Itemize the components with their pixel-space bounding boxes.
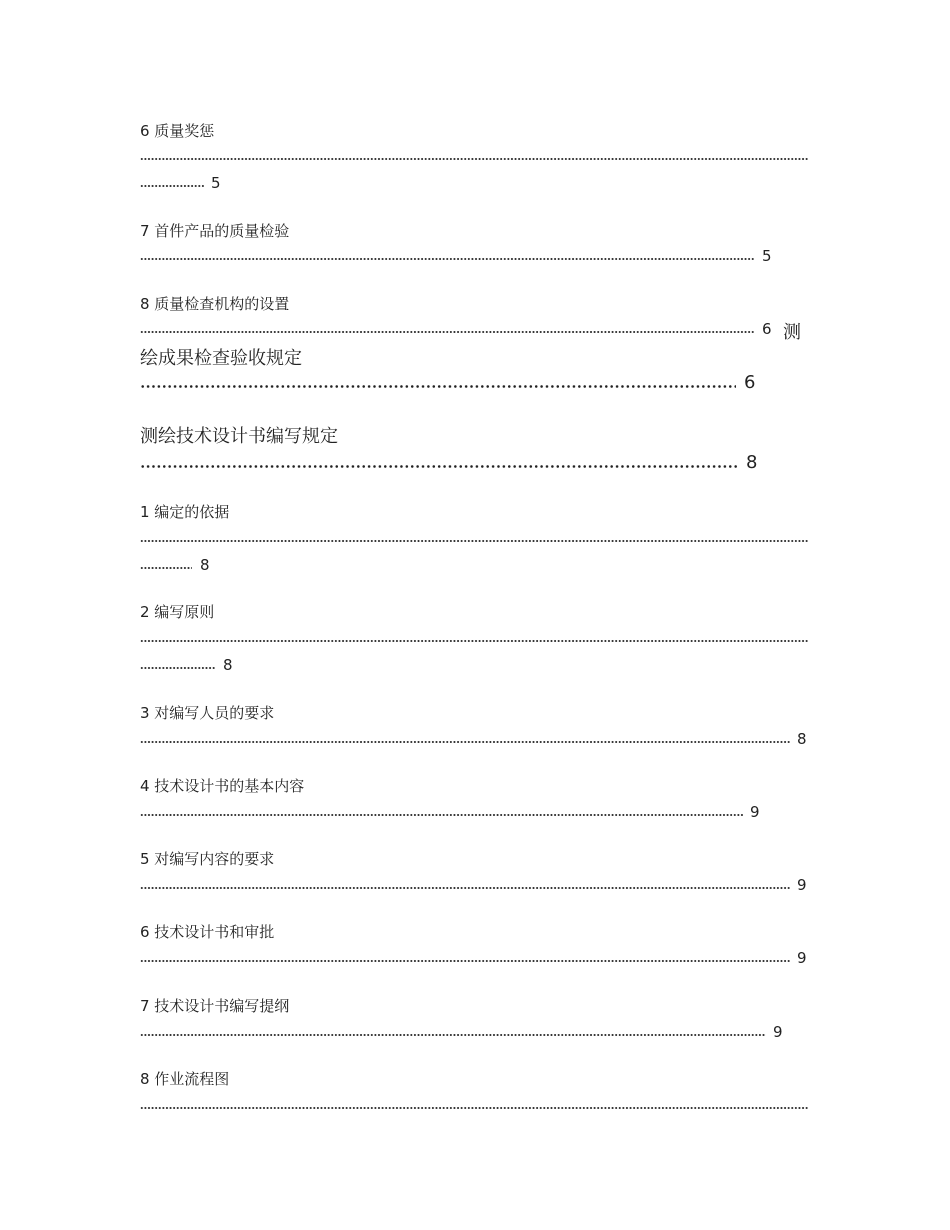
toc-leader-dots [140,157,808,161]
toc-leader-dots [140,464,738,469]
toc-entry-title[interactable]: 7 首件产品的质量检验 [140,222,290,240]
toc-leader-dots [140,1033,766,1037]
toc-entry-title[interactable]: 1 编定的依据 [140,503,230,521]
toc-leader-dots [140,384,736,389]
toc-page-number: 8 [797,730,807,748]
toc-page-number: 9 [797,876,807,894]
toc-entry-title[interactable]: 3 对编写人员的要求 [140,704,275,722]
toc-page-number: 6 [744,372,756,393]
toc-entry-title[interactable]: 6 质量奖惩 [140,122,215,140]
toc-entry-title[interactable]: 7 技术设计书编写提纲 [140,997,290,1015]
toc-page-number: 8 [200,556,210,574]
toc-leader-dots [140,813,743,817]
toc-page-number: 9 [750,803,760,821]
toc-page-number: 6 [762,320,772,338]
toc-page-number: 8 [223,656,233,674]
toc-leader-dots [140,330,754,334]
toc-entry-title[interactable]: 8 作业流程图 [140,1070,230,1088]
toc-leader-dots [140,959,790,963]
toc-entry-title[interactable]: 2 编写原则 [140,603,215,621]
toc-entry-title[interactable]: 绘成果检查验收规定 [140,348,302,369]
toc-leader-dots [140,539,808,543]
toc-page-number: 9 [797,949,807,967]
toc-entry-title[interactable]: 6 技术设计书和审批 [140,923,275,941]
toc-entry-title[interactable]: 4 技术设计书的基本内容 [140,777,305,795]
toc-leader-dots [140,257,754,261]
toc-leader-dots [140,1106,808,1110]
toc-leader-dots [140,639,808,643]
toc-leader-dots [140,566,192,570]
toc-leader-dots [140,740,790,744]
toc-page-number: 5 [762,247,772,265]
toc-leader-dots [140,184,204,188]
toc-page-number: 9 [773,1023,783,1041]
toc-leader-dots [140,886,790,890]
toc-entry-title[interactable]: 5 对编写内容的要求 [140,850,275,868]
toc-page-number: 5 [211,174,221,192]
toc-entry-title[interactable]: 8 质量检查机构的设置 [140,295,290,313]
toc-entry-title[interactable]: 测绘技术设计书编写规定 [140,426,338,447]
toc-page-number: 8 [746,452,758,473]
toc-entry-title-continued: 测 [783,322,801,343]
toc-leader-dots [140,666,215,670]
